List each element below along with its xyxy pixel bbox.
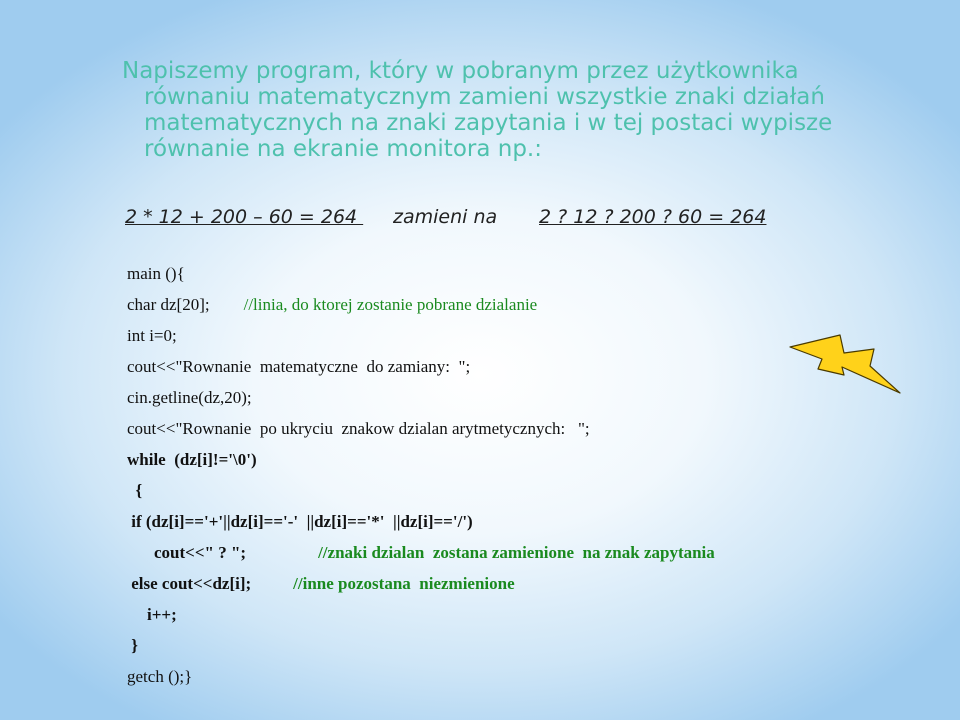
code-line: while (dz[i]!='\0') xyxy=(127,450,257,469)
code-text: char dz[20]; xyxy=(127,295,210,314)
example-input: 2 * 12 + 200 – 60 = 264 xyxy=(125,206,364,228)
code-comment: //znaki dzialan zostana zamienione na znak zapytania xyxy=(318,543,715,562)
code-line: int i=0; xyxy=(127,326,177,345)
code-block xyxy=(127,258,887,692)
slide-title: Napiszemy program, który w pobranym przez użytkownika równaniu matematycznym zamieni wszystkie znaki działań matematycznych na znaki zapytania i w tej postaci wypisze równanie na ekranie monitora np.: xyxy=(122,58,833,162)
code-line: { xyxy=(127,481,143,500)
code-line xyxy=(127,599,887,630)
code-line: main (){ xyxy=(127,264,185,283)
code-line: getch ();} xyxy=(127,667,193,686)
code-comment: //inne pozostana niezmienione xyxy=(293,574,515,593)
example-output: 2 ? 12 ? 200 ? 60 = 264 xyxy=(539,206,767,228)
lightning-bolt-icon xyxy=(788,333,904,397)
code-text: i++; xyxy=(147,605,177,624)
code-line: if (dz[i]=='+'||dz[i]=='-' ||dz[i]=='*' ||dz[i]=='/') xyxy=(127,512,473,531)
code-text: else cout<<dz[i]; xyxy=(127,574,252,593)
code-line: } xyxy=(127,636,138,655)
code-line: cout<<"Rownanie po ukryciu znakow dzialan arytmetycznych: "; xyxy=(127,419,590,438)
code-line: cin.getline(dz,20); xyxy=(127,388,252,407)
code-line xyxy=(127,568,887,599)
example-middle: zamieni na xyxy=(393,206,498,228)
code-line xyxy=(127,537,887,568)
code-line: cout<<"Rownanie matematyczne do zamiany: "; xyxy=(127,357,471,376)
code-text: cout<<" ? "; xyxy=(154,543,247,562)
code-line xyxy=(127,289,887,320)
code-comment: //linia, do ktorej zostanie pobrane dzialanie xyxy=(243,295,538,314)
